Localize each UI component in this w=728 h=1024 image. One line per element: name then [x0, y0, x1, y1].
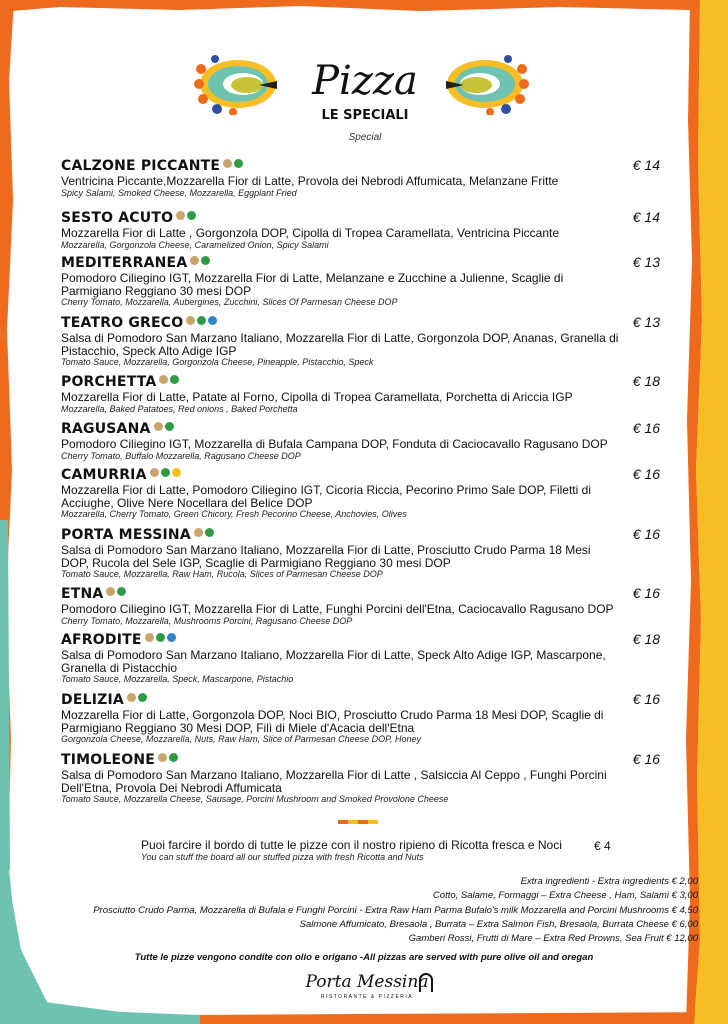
stuffed-crust-translation: You can stuff the board all our stuffed pizza with fresh Ricotta and Nuts — [141, 852, 424, 862]
item-name: DELIZIA — [61, 692, 124, 709]
item-name: TEATRO GRECO — [61, 315, 184, 332]
item-ingredients: Mozzarella Fior di Latte, Patate al Forno, Cipolla di Tropea Caramellata, Porchetta di Ariccia IGP — [61, 390, 573, 405]
item-price: € 18 — [632, 631, 660, 647]
lactose-icon — [187, 211, 196, 220]
item-name: MEDITERRANEA — [61, 255, 188, 272]
item-price: € 16 — [632, 526, 660, 542]
item-name: SESTO ACUTO — [61, 210, 174, 227]
menu-item — [61, 526, 671, 585]
diet-badges — [106, 585, 128, 603]
item-price: € 14 — [632, 209, 660, 225]
gluten-icon — [106, 587, 115, 596]
diet-badges — [154, 420, 176, 438]
item-price: € 16 — [632, 751, 660, 767]
section-label: Special — [348, 132, 382, 143]
menu-item — [61, 585, 671, 631]
item-translation: Tomato Sauce, Mozzarella, Raw Ham, Rucola, Slices of Parmesan Cheese DOP — [61, 569, 383, 580]
menu-item — [61, 466, 671, 526]
item-price: € 13 — [632, 314, 660, 330]
item-translation: Mozzarella, Cherry Tomato, Green Chicory, Fresh Pecorino Cheese, Anchovies, Olives — [61, 509, 407, 520]
extra-line: Salmone Affumicato, Bresaola , Burrata – Extra Salmon Fish, Bresaola, Burrata Cheese € 6,00 — [299, 918, 698, 930]
page-title: Pizza — [312, 58, 418, 104]
pizza-menu-list — [61, 157, 671, 811]
diet-badges — [159, 373, 181, 391]
menu-header — [0, 45, 728, 155]
lactose-icon — [138, 693, 147, 702]
menu-item — [61, 691, 671, 751]
left-eye-ornament-icon — [193, 53, 283, 115]
item-ingredients: Salsa di Pomodoro San Marzano Italiano, Mozzarella Fior di Latte, Speck Alto Adige IGP, Mascarpone, Granella di Pistacchio — [61, 648, 606, 675]
gluten-icon — [186, 316, 195, 325]
item-ingredients: Pomodoro Ciliegino IGT, Mozzarella Fior di Latte, Melanzane e Zucchine a Julienne, Scaglie di Parmigiano Reggiano 30 mesi DOP — [61, 271, 564, 298]
item-translation: Gorgonzola Cheese, Mozzarella, Nuts, Raw Ham, Slice of Parmesan Cheese DOP, Honey — [61, 734, 421, 745]
item-ingredients: Pomodoro Ciliegino IGT, Mozzarella Fior di Latte, Funghi Porcini dell'Etna, Caciocavallo Ragusano DOP — [61, 602, 614, 617]
extra-line: Prosciutto Crudo Parma, Mozzarella di Bufala e Funghi Porcini - Extra Raw Ham Parma Bufalo's milk Mozzarella and Porcini Mushrooms € 4,50 — [93, 904, 698, 916]
item-name: PORCHETTA — [61, 374, 157, 391]
extra-line: Extra ingredienti - Extra ingredients € 2,00 — [520, 876, 698, 887]
item-translation: Tomato Sauce, Mozzarella, Gorgonzola Cheese, Pineapple, Pistacchio, Speck — [61, 357, 374, 368]
logo-subtitle: RISTORANTE & PIZZERIA — [320, 994, 414, 1000]
item-ingredients: Pomodoro Ciliegino IGT, Mozzarella di Bufala Campana DOP, Fonduta di Caciocavallo Ragusano DOP — [61, 437, 608, 452]
extras-list — [18, 875, 698, 946]
item-translation: Cherry Tomato, Buffalo Mozzarella, Ragusano Cheese DOP — [61, 450, 301, 461]
gluten-icon — [158, 753, 167, 762]
diet-badges — [186, 314, 219, 332]
item-price: € 14 — [632, 157, 660, 173]
logo-text: Porta Messina — [305, 972, 429, 992]
fish-icon — [172, 468, 181, 477]
item-price: € 16 — [632, 585, 660, 601]
item-name: TIMOLEONE — [61, 752, 156, 769]
item-price: € 18 — [632, 373, 660, 389]
item-ingredients: Salsa di Pomodoro San Marzano Italiano, Mozzarella Fior di Latte , Salsiccia Al Ceppo , Funghi Porcini Dell'Etna, Provola Dei Nebrodi Affumicata — [61, 768, 607, 795]
gluten-icon — [190, 256, 199, 265]
item-ingredients: Mozzarella Fior di Latte , Gorgonzola DOP, Cipolla di Tropea Caramellata, Ventricina Piccante — [61, 226, 560, 241]
diet-badges — [145, 631, 178, 649]
nuts-icon — [167, 633, 176, 642]
footer-note: Tutte le pizze vengono condite con olio e origano -All pizzas are served with pure olive oil and oregan — [134, 952, 594, 963]
extra-line: Gamberi Rossi, Frutti di Mare – Extra Red Prowns, Sea Fruit € 12,00 — [408, 933, 698, 945]
diet-badges — [127, 691, 149, 709]
lactose-icon — [169, 753, 178, 762]
gluten-icon — [154, 422, 163, 431]
item-ingredients: Salsa di Pomodoro San Marzano Italiano, Mozzarella Fior di Latte, Gorgonzola DOP, Ananas, Granella di Pistacchio, Speck Alto Adige IGP — [61, 331, 619, 358]
menu-item — [61, 314, 671, 373]
right-eye-ornament-icon — [440, 53, 530, 115]
item-name: CAMURRIA — [61, 467, 147, 484]
diet-badges — [190, 254, 212, 272]
lactose-icon — [165, 422, 174, 431]
menu-item — [61, 373, 671, 420]
menu-item — [61, 209, 671, 254]
item-ingredients: Mozzarella Fior di Latte, Gorgonzola DOP, Noci BIO, Prosciutto Crudo Parma 18 Mesi DOP, Scaglie di Parmigiano Reggiano 30 Mesi DOP, Filì di Miele d'Acacia dell'Etna — [61, 708, 604, 735]
nuts-icon — [208, 316, 217, 325]
lactose-icon — [201, 256, 210, 265]
menu-item — [61, 631, 671, 691]
item-ingredients: Ventricina Piccante,Mozzarella Fior di Latte, Provola dei Nebrodi Affumicata, Melanzane Fritte — [61, 174, 559, 189]
diet-badges — [150, 466, 183, 484]
menu-item — [61, 254, 671, 314]
restaurant-logo — [300, 970, 440, 1010]
diet-badges — [176, 209, 198, 227]
item-name: PORTA MESSINA — [61, 527, 191, 544]
item-price: € 16 — [632, 466, 660, 482]
menu-item — [61, 157, 671, 209]
item-price: € 16 — [632, 691, 660, 707]
stuffed-crust-price: € 4 — [594, 839, 611, 853]
diet-badges — [194, 526, 216, 544]
menu-item — [61, 751, 671, 811]
extra-line: Cotto, Salame, Formaggi – Extra Cheese , Ham, Salami € 3,00 — [432, 890, 698, 902]
decorative-divider — [338, 820, 378, 824]
lactose-icon — [170, 375, 179, 384]
item-ingredients: Salsa di Pomodoro San Marzano Italiano, Mozzarella Fior di Latte, Prosciutto Crudo Parma 18 Mesi DOP, Rucola del Sele IGP, Scaglie di Parmigiano Reggiano 30 mesi DOP — [61, 543, 591, 570]
item-name: RAGUSANA — [61, 421, 151, 438]
lactose-icon — [205, 528, 214, 537]
lactose-icon — [156, 633, 165, 642]
item-ingredients: Mozzarella Fior di Latte, Pomodoro Ciliegino IGT, Cicoria Riccia, Pecorino Primo Sale DOP, Filetti di Acciughe, Olive Nere Nocellara del Belice DOP — [61, 483, 591, 510]
item-price: € 16 — [632, 420, 660, 436]
item-translation: Mozzarella, Baked Patatoes, Red onions , Baked Porchetta — [61, 403, 298, 414]
gluten-icon — [176, 211, 185, 220]
gluten-icon — [127, 693, 136, 702]
gluten-icon — [159, 375, 168, 384]
stuffed-crust-text: Puoi farcire il bordo di tutte le pizze con il nostro ripieno di Ricotta fresca e Noci — [141, 838, 562, 852]
item-name: CALZONE PICCANTE — [61, 158, 221, 175]
item-name: AFRODITE — [61, 632, 142, 649]
item-translation: Spicy Salami, Smoked Cheese, Mozzarella, Eggplant Fried — [61, 187, 297, 198]
gluten-icon — [145, 633, 154, 642]
stuffed-crust-note — [141, 839, 621, 863]
item-name: ETNA — [61, 586, 104, 603]
diet-badges — [158, 751, 180, 769]
item-translation: Cherry Tomato, Mozzarella, Aubergines, Zucchini, Slices Of Parmesan Cheese DOP — [61, 297, 398, 308]
page-subtitle: LE SPECIALI — [321, 108, 409, 123]
gluten-icon — [194, 528, 203, 537]
gluten-icon — [150, 468, 159, 477]
item-translation: Tomato Sauce, Mozzarella, Speck, Mascarpone, Pistachio — [61, 674, 294, 685]
menu-item — [61, 420, 671, 466]
item-price: € 13 — [632, 254, 660, 270]
lactose-icon — [117, 587, 126, 596]
lactose-icon — [161, 468, 170, 477]
item-translation: Mozzarella, Gorgonzola Cheese, Caramelized Onion, Spicy Salami — [61, 239, 329, 250]
item-translation: Cherry Tomato, Mozzarella, Mushrooms Porcini, Ragusano Cheese DOP — [61, 615, 353, 626]
lactose-icon — [197, 316, 206, 325]
item-translation: Tomato Sauce, Mozzarella Cheese, Sausage, Porcini Mushroom and Smoked Provolone Cheese — [61, 794, 449, 805]
lactose-icon — [234, 159, 243, 168]
gluten-icon — [223, 159, 232, 168]
diet-badges — [223, 157, 245, 175]
arch-icon — [418, 972, 434, 992]
